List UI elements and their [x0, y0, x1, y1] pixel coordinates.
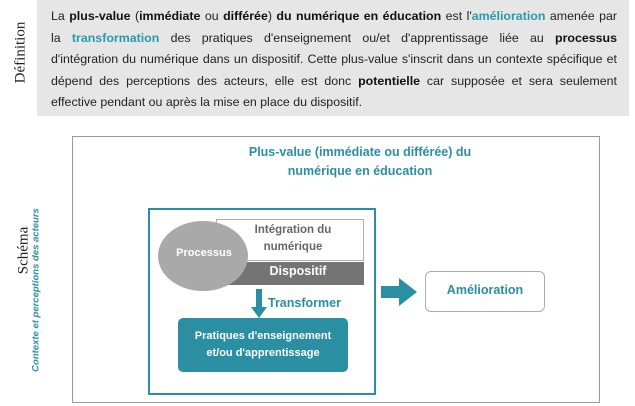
context-label: Contexte et perceptions des acteurs: [30, 208, 42, 372]
def-text: des pratiques d'enseignement ou/et d'apprentissage liée au: [159, 30, 556, 45]
def-text: amenée par la: [51, 9, 617, 45]
integration-line2: numérique: [263, 241, 323, 253]
pratiques-line2: et/ou d'apprentissage: [206, 347, 320, 359]
def-bold: du numérique en éducation: [276, 9, 442, 23]
def-bold: potentielle: [358, 73, 421, 88]
def-text: d'intégration du numérique dans un dispositif. Cette plus-value s'inscrit dans un contexte spécifique et dépend des perceptions des acteurs, elle est donc: [51, 52, 617, 88]
definition-box: [37, 0, 629, 116]
integration-line1: Intégration du: [254, 224, 332, 236]
schema-side-label: Schéma: [15, 226, 32, 275]
processus-label: Processus: [176, 247, 232, 259]
def-text: ): [267, 9, 277, 23]
def-highlight: amélioration: [471, 9, 546, 23]
def-highlight: transformation: [71, 30, 160, 45]
integration-label: [238, 222, 348, 256]
def-bold: plus-value: [69, 9, 131, 23]
def-bold: processus: [555, 30, 617, 45]
dispositif-label: Dispositif: [269, 264, 327, 278]
transformer-label: Transformer: [268, 296, 341, 310]
def-bold: différée: [223, 9, 268, 23]
schema-title: [210, 143, 510, 181]
def-text: ou: [200, 9, 224, 23]
arrow-right-icon: [381, 278, 417, 306]
definition-side-label: Définition: [12, 21, 29, 84]
def-text: La: [51, 9, 70, 23]
def-text: (: [130, 9, 140, 23]
def-bold: immédiate: [139, 9, 201, 23]
def-text: est l': [441, 9, 472, 23]
pratiques-line1: Pratiques d'enseignement: [194, 330, 332, 342]
amelioration-label: Amélioration: [446, 283, 524, 297]
schema-title-line1: Plus-value (immédiate ou différée) du: [248, 145, 472, 159]
pratiques-label: [182, 328, 344, 362]
schema-title-line2: numérique en éducation: [287, 164, 433, 178]
arrow-down-icon: [250, 289, 268, 319]
def-text: car supposée et sera seulement effective pendant ou après la mise en place du dispositif.: [51, 73, 617, 109]
